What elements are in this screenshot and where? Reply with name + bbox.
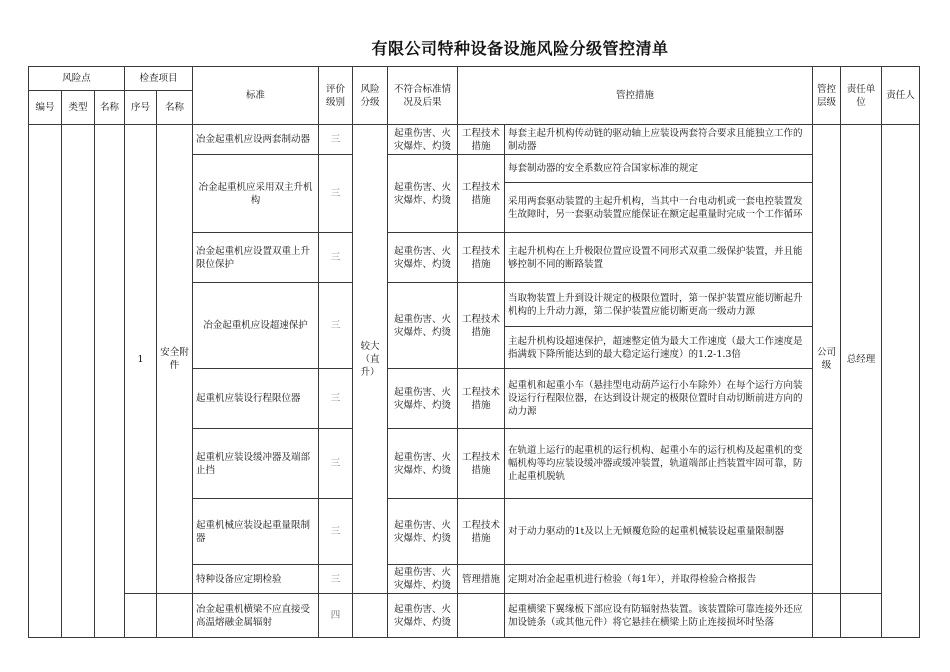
standard-cell: 冶金起重机应设置双重上升限位保护 [193, 233, 319, 283]
measure-cell: 每套制动器的安全系数应符合国家标准的规定 [505, 155, 813, 183]
consequence-cell: 起重伤害、火灾爆炸、灼烫 [388, 233, 458, 283]
measure-type-cell: 管理措施 [458, 565, 505, 594]
header-standard: 标准 [193, 67, 319, 125]
header-control: 管控措施 [458, 67, 813, 125]
eval-cell: 三 [319, 155, 353, 233]
header-risk-point: 风险点 [29, 67, 125, 91]
measure-cell: 当取物装置上升到设计规定的极限位置时，第一保护装置应能切断起升机构的上升动力源，第二保护装置应能切断更高一级动力源 [505, 283, 813, 327]
cell-resp-person [882, 125, 920, 638]
group-control-level: 公司级 [813, 125, 841, 594]
standard-cell: 起重机应装设缓冲器及端部止挡 [193, 429, 319, 499]
group-resp-unit: 总经理 [841, 125, 882, 594]
measure-type-cell: 工程技术措施 [458, 429, 505, 499]
standard-cell: 冶金起重机应设超速保护 [193, 283, 319, 369]
measure-type-cell [458, 594, 505, 638]
header-item-name: 名称 [157, 91, 193, 125]
header-risk-grade: 风险分级 [353, 67, 388, 125]
header-resp-person: 责任人 [882, 67, 920, 125]
measure-type-cell: 工程技术措施 [458, 155, 505, 233]
cell-name [95, 125, 125, 638]
header-name: 名称 [95, 91, 125, 125]
page-title: 有限公司特种设备设施风险分级管控清单 [371, 39, 669, 58]
measure-cell: 每套主起升机构传动链的驱动轴上应装设两套符合要求且能独立工作的制动器 [505, 125, 813, 155]
header-check-item: 检查项目 [125, 67, 193, 91]
consequence-cell: 起重伤害、火灾爆炸、灼烫 [388, 155, 458, 233]
consequence-cell: 起重伤害、火灾爆炸、灼烫 [388, 125, 458, 155]
measure-type-cell: 工程技术措施 [458, 369, 505, 429]
cell-item-name-empty [157, 594, 193, 638]
measure-cell: 主起升机构设超速保护，超速整定值为最大工作速度（最大工作速度是指满载下降所能达到的最大稳定运行速度）的1.2-1.3倍 [505, 327, 813, 369]
standard-cell: 冶金起重机应设两套制动器 [193, 125, 319, 155]
measure-type-cell: 工程技术措施 [458, 283, 505, 369]
measure-cell: 定期对冶金起重机进行检验（每1年），并取得检验合格报告 [505, 565, 813, 594]
measure-cell: 起重横梁下翼缘板下部应设有防辐射热装置。该装置除可靠连接外还应加设链条（或其他元件）将它悬挂在横梁上防止连接损坏时坠落 [505, 594, 813, 638]
consequence-cell: 起重伤害、火灾爆炸、灼烫 [388, 369, 458, 429]
standard-cell: 冶金起重机应采用双主升机构 [193, 155, 319, 233]
consequence-cell: 起重伤害、火灾爆炸、灼烫 [388, 429, 458, 499]
eval-cell: 三 [319, 283, 353, 369]
cell-resp-unit-empty [841, 594, 882, 638]
measure-cell: 对于动力驱动的1t及以上无倾覆危险的起重机械装设起重量限制器 [505, 499, 813, 565]
eval-cell: 四 [319, 594, 353, 638]
cell-seq-empty [125, 594, 157, 638]
eval-cell: 三 [319, 369, 353, 429]
measure-cell: 在轨道上运行的起重机的运行机构、起重小车的运行机构及起重机的变幅机构等均应装设缓冲器或缓冲装置，轨道端部止挡装置牢固可靠，防止起重机脱轨 [505, 429, 813, 499]
consequence-cell: 起重伤害、火灾爆炸、灼烫 [388, 499, 458, 565]
standard-cell: 起重机械应装设起重量限制器 [193, 499, 319, 565]
eval-cell: 三 [319, 233, 353, 283]
header-nonconform: 不符合标准情况及后果 [388, 67, 458, 125]
consequence-cell: 起重伤害、火灾爆炸、灼烫 [388, 565, 458, 594]
header-code: 编号 [29, 91, 62, 125]
standard-cell: 冶金起重机横梁不应直接受高温熔融金属辐射 [193, 594, 319, 638]
header-eval-level: 评价级别 [319, 67, 353, 125]
cell-risk-grade-empty [353, 594, 388, 638]
eval-cell: 三 [319, 565, 353, 594]
standard-cell: 起重机应装设行程限位器 [193, 369, 319, 429]
eval-cell: 三 [319, 125, 353, 155]
consequence-cell: 起重伤害、火灾爆炸、灼烫 [388, 594, 458, 638]
eval-cell: 三 [319, 499, 353, 565]
consequence-cell: 起重伤害、火灾爆炸、灼烫 [388, 283, 458, 369]
header-seq: 序号 [125, 91, 157, 125]
eval-cell: 三 [319, 429, 353, 499]
group-risk-grade: 较大（直升） [353, 125, 388, 594]
measure-cell: 起重机和起重小车（悬挂型电动葫芦运行小车除外）在每个运行方向装设运行行程限位器，在达到设计规定的极限位置时自动切断前进方向的动力源 [505, 369, 813, 429]
cell-control-level-empty [813, 594, 841, 638]
measure-type-cell: 工程技术措施 [458, 125, 505, 155]
group-seq: 1 [125, 125, 157, 594]
cell-code [29, 125, 62, 638]
header-resp-unit: 责任单位 [841, 67, 882, 125]
measure-cell: 采用两套驱动装置的主起升机构，当其中一台电动机或一套电控装置发生故障时，另一套驱动装置应能保证在额定起重量时完成一个工作循环 [505, 183, 813, 233]
header-type: 类型 [62, 91, 95, 125]
standard-cell: 特种设备应定期检验 [193, 565, 319, 594]
cell-type [62, 125, 95, 638]
measure-type-cell: 工程技术措施 [458, 233, 505, 283]
header-control-level: 管控层级 [813, 67, 841, 125]
risk-control-table [28, 66, 920, 638]
measure-cell: 主起升机构在上升极限位置应设置不同形式双重二级保护装置，并且能够控制不同的断路装置 [505, 233, 813, 283]
measure-type-cell: 工程技术措施 [458, 499, 505, 565]
group-name: 安全附件 [157, 125, 193, 594]
